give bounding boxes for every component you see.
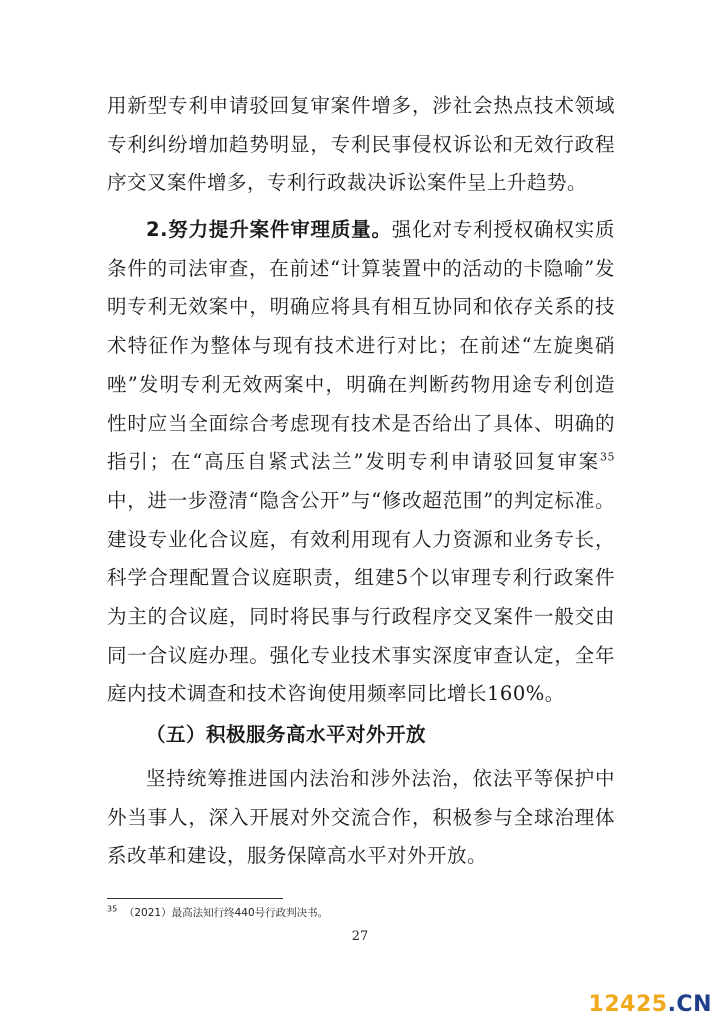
page-number: 27: [351, 929, 369, 944]
paragraph-lead-heading: 2.努力提升案件审理质量。: [146, 218, 392, 241]
paragraph-body-part-2: 中，进一步澄清“隐含公开”与“修改超范围”的判定标准。建设专业化合议庭，有效利用现有人力资源和业务专长，科学合理配置合议庭职责，组建5个以审理专利行政案件为主的合议庭，同时将民事与行政程序交叉案件一般交由同一合议庭办理。强化专业技术事实深度审查认定，全年庭内技术调查和技术咨询使用频率同比增长160%。: [107, 488, 615, 706]
footnote-reference: 35: [600, 450, 615, 464]
paragraph-continuation: 用新型专利申请驳回复审案件增多，涉社会热点技术领域专利纠纷增加趋势明显，专利民事侵权诉讼和无效行政程序交叉案件增多，专利行政裁决诉讼案件呈上升趋势。: [107, 94, 615, 195]
footnote-text: （2021）最高法知行终440号行政判决书。: [123, 907, 329, 919]
footnote: [107, 906, 328, 920]
footnote-number: 35: [107, 904, 118, 914]
site-watermark: [589, 991, 712, 1019]
paragraph-body-part-1: 强化对专利授权确权实质条件的司法审查，在前述“计算装置中的活动的卡隐喻”发明专利无效案中，明确应将具有相互协同和依存关系的技术特征作为整体与现有技术进行对比；在前述“左旋奥硝唑”发明专利无效两案中，明确在判断药物用途专利创造性时应当全面综合考虑现有技术是否给出了具体、明确的指引；在“高压自紧式法兰”发明专利申请驳回复审案: [107, 218, 615, 474]
paragraph-opening-up: 坚持统筹推进国内法治和涉外法治，依法平等保护中外当事人，深入开展对外交流合作，积极参与全球治理体系改革和建设，服务保障高水平对外开放。: [107, 767, 615, 868]
watermark-suffix: .CN: [667, 992, 712, 1017]
watermark-number: 12425: [588, 992, 668, 1017]
section-heading: （五）积极服务高水平对外开放: [146, 723, 427, 746]
footnote-divider: [107, 898, 283, 899]
paragraph-review-quality: [107, 211, 615, 714]
